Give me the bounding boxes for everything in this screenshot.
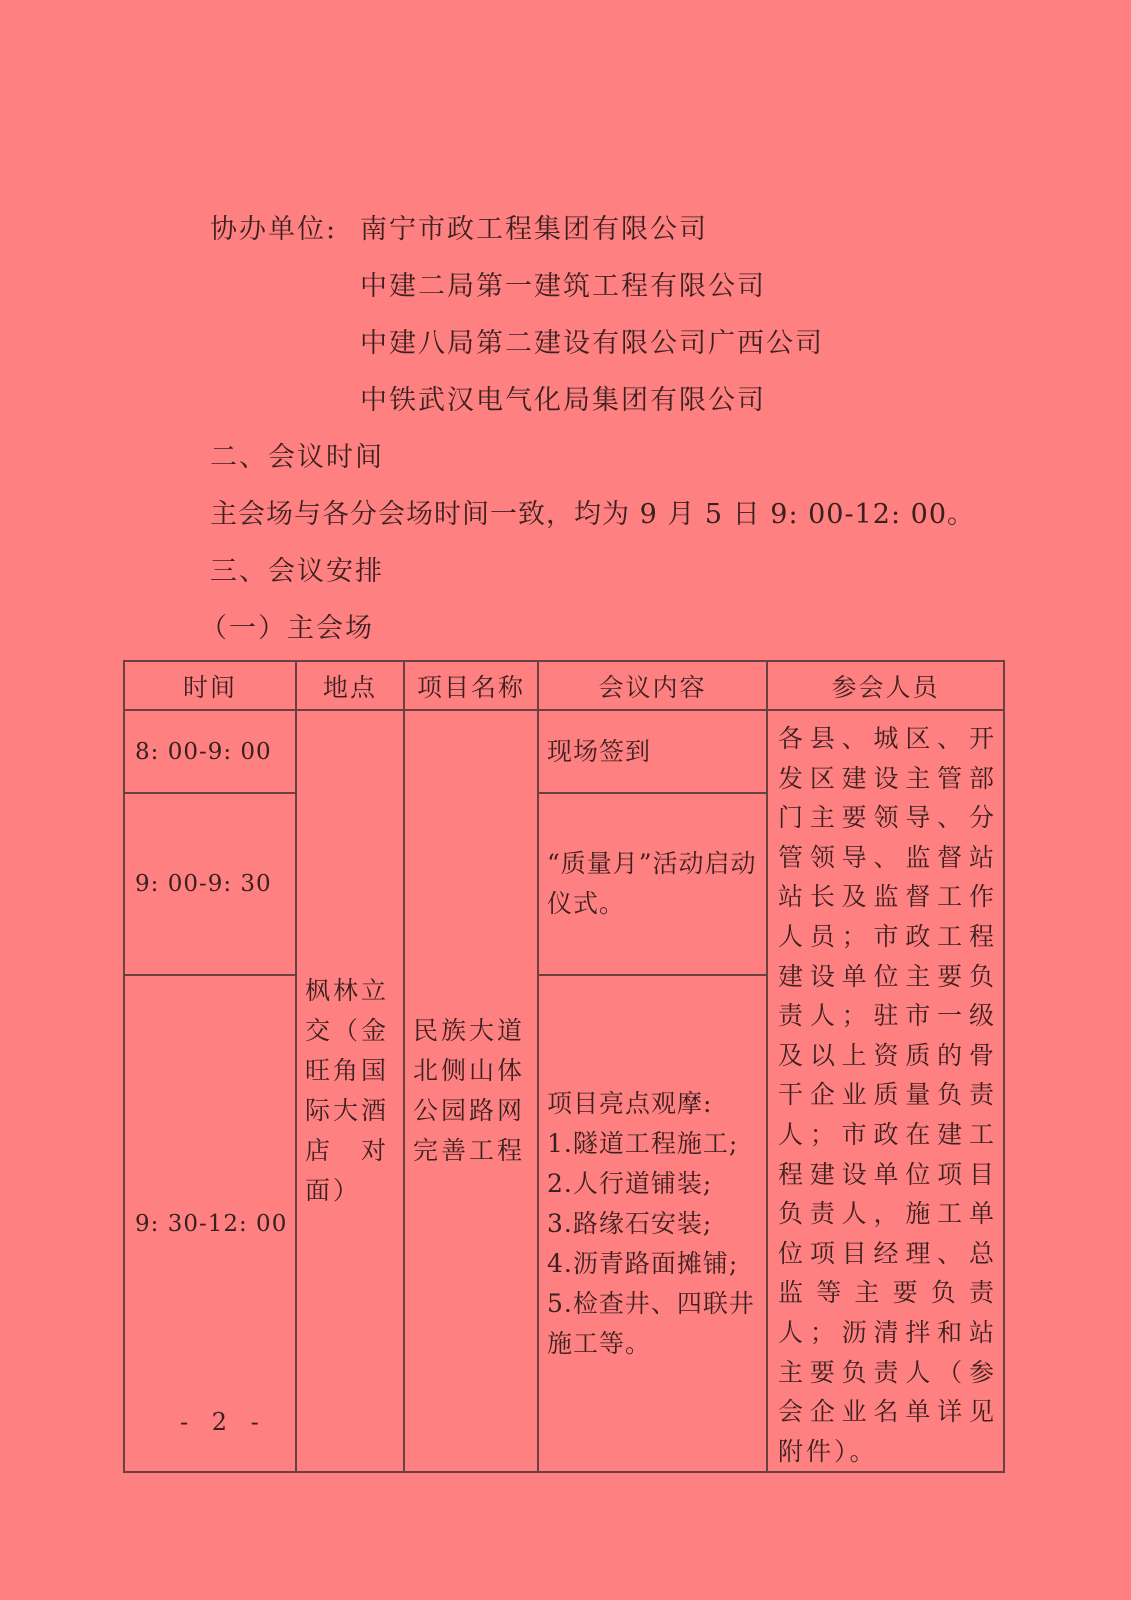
organizer-unit: 南宁市政工程集团有限公司 bbox=[360, 214, 708, 245]
content-cell-ceremony: “质量月”活动启动仪式。 bbox=[538, 793, 767, 975]
time-cell: 9: 00-9: 30 bbox=[124, 793, 296, 975]
organizer-unit: 中建二局第一建筑工程有限公司 bbox=[360, 271, 766, 302]
time-cell: 9: 30-12: 00 bbox=[124, 975, 296, 1472]
agenda-table bbox=[123, 660, 1005, 1473]
header-project: 项目名称 bbox=[404, 661, 538, 710]
tour-item: 3.路缘石安装; bbox=[547, 1208, 713, 1238]
tour-item: 4.沥青路面摊铺; bbox=[547, 1248, 739, 1278]
venue-cell: 枫林立交（金旺角国际大酒店 对面） bbox=[296, 710, 404, 1472]
page-number: - 2 - bbox=[180, 1408, 267, 1436]
organizers-label: 协办单位: bbox=[210, 214, 338, 245]
content-cell-tour bbox=[538, 975, 767, 1472]
section2-text: 主会场与各分会场时间一致，均为 9 月 5 日 9: 00-12: 00。 bbox=[210, 499, 975, 530]
content-cell-signin: 现场签到 bbox=[538, 710, 767, 793]
attendees-cell: 各县、城区、开发区建设主管部门主要领导、分管领导、监督站站长及监督工作人员；市政工程建设单位主要负责人；驻市一级及以上资质的骨干企业质量负责人；市政在建工程建设单位项目负责人，施工单位项目经理、总监等主要负责人；沥清拌和站主要负责人（参会企业名单详见附件）。 bbox=[767, 710, 1004, 1472]
section3-sub-heading: （一）主会场 bbox=[200, 613, 374, 644]
time-cell: 8: 00-9: 00 bbox=[124, 710, 296, 793]
project-cell: 民族大道北侧山体公园路网完善工程 bbox=[404, 710, 538, 1472]
section3-heading: 三、会议安排 bbox=[210, 556, 384, 587]
header-venue: 地点 bbox=[296, 661, 404, 710]
tour-title: 项目亮点观摩: bbox=[547, 1088, 713, 1118]
header-attendees: 参会人员 bbox=[767, 661, 1004, 710]
tour-item: 1.隧道工程施工; bbox=[547, 1128, 739, 1158]
table-row bbox=[124, 710, 1004, 793]
tour-item: 5.检查井、四联井施工等。 bbox=[547, 1288, 755, 1358]
header-content: 会议内容 bbox=[538, 661, 767, 710]
organizer-unit: 中铁武汉电气化局集团有限公司 bbox=[360, 385, 766, 416]
table-header-row bbox=[124, 661, 1004, 710]
header-time: 时间 bbox=[124, 661, 296, 710]
section2-heading: 二、会议时间 bbox=[210, 442, 384, 473]
tour-item: 2.人行道铺装; bbox=[547, 1168, 713, 1198]
organizer-unit: 中建八局第二建设有限公司广西公司 bbox=[360, 328, 824, 359]
